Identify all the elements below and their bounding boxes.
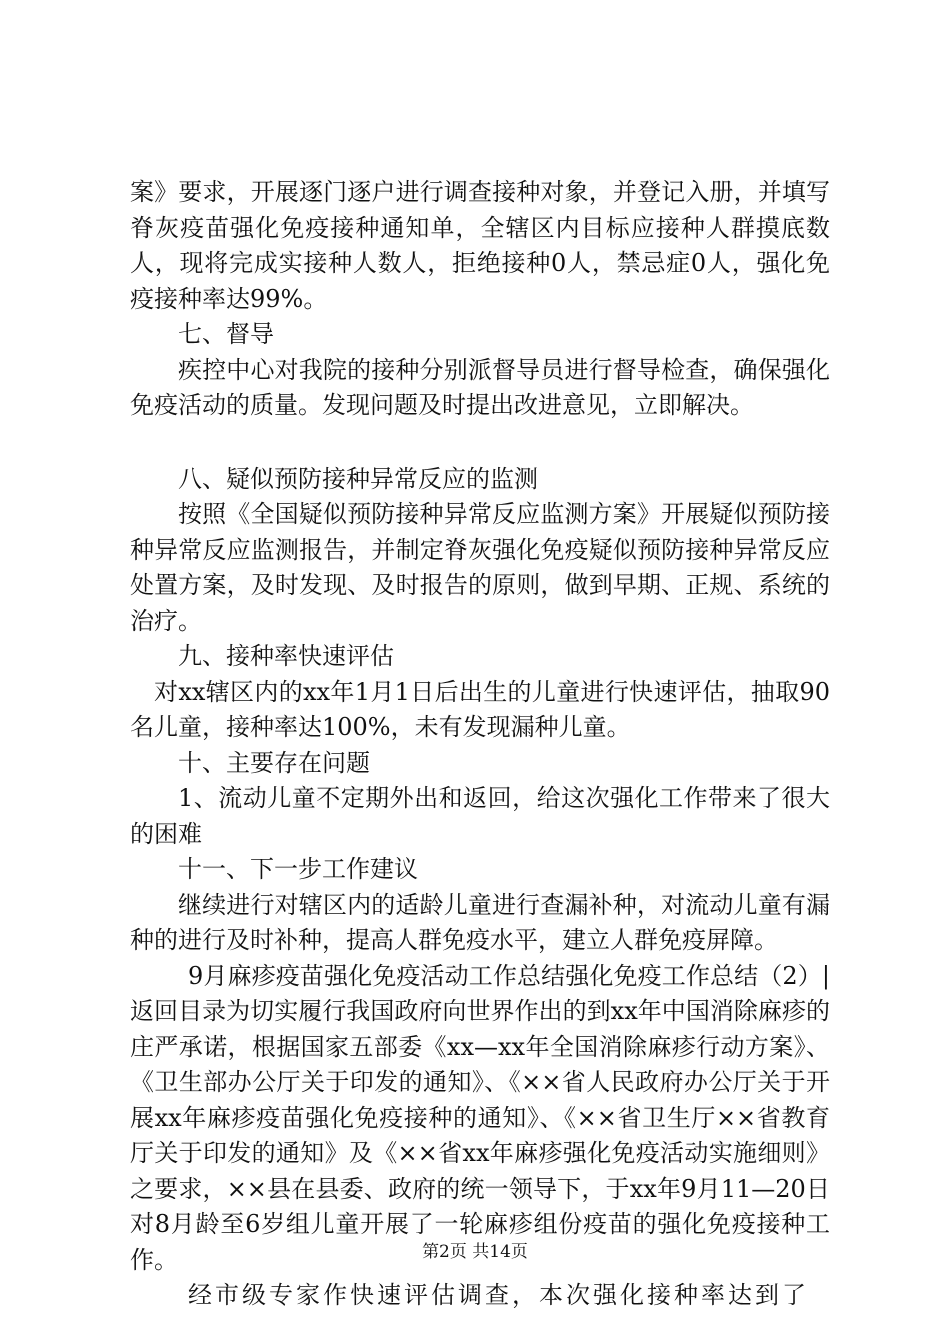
paragraph-intro-continuation: 案》要求，开展逐门逐户进行调查接种对象，并登记入册，并填写脊灰疫苗强化免疫接种通知单，全辖区内目标应接种人群摸底数人，现将完成实接种人数人，拒绝接种0人，禁忌症0人，强化免疫接种率达99%。 (130, 178, 830, 313)
paragraph-gap (130, 424, 830, 462)
paragraph-expert-assessment: 经市级专家作快速评估调查，本次强化接种率达到了 (188, 1281, 809, 1309)
paragraph-next-steps: 继续进行对辖区内的适龄儿童进行查漏补种，对流动儿童有漏种的进行及时补种，提高人群免疫水平，建立人群免疫屏障。 (130, 890, 830, 954)
heading-next-steps: 十一、下一步工作建议 (178, 855, 418, 883)
heading-supervision: 七、督导 (178, 320, 274, 348)
heading-adverse-reaction: 八、疑似预防接种异常反应的监测 (178, 464, 538, 493)
paragraph-measles-summary: 9月麻疹疫苗强化免疫活动工作总结强化免疫工作总结（2）|返回目录为切实履行我国政府向世界作出的到xx年中国消除麻疹的庄严承诺，根据国家五部委《xx—xx年全国消除麻疹行动方案》、《卫生部办公厅关于印发的通知》、《××省人民政府办公厅关于开展xx年麻疹疫苗强化免疫接种的通知》、《××省卫生厅××省教育厅关于印发的通知》及《××省xx年麻疹强化免疫活动实施细则》之要求，××县在县委、政府的统一领导下，于xx年9月11—20日对8月龄至6岁组儿童开展了一轮麻疹组份疫苗的强化免疫接种工作。 (130, 961, 830, 1274)
heading-main-problems: 十、主要存在问题 (178, 748, 370, 777)
page-number-footer: 第2页 共14页 (422, 1242, 528, 1262)
paragraph-adverse-reaction: 按照《全国疑似预防接种异常反应监测方案》开展疑似预防接种异常反应监测报告，并制定脊灰强化免疫疑似预防接种异常反应处置方案，及时发现、及时报告的原则，做到早期、正规、系统的治疗。 (130, 500, 830, 635)
paragraph-supervision: 疾控中心对我院的接种分别派督导员进行督导检查，确保强化免疫活动的质量。发现问题及时提出改进意见，立即解决。 (130, 355, 830, 419)
paragraph-rapid-assessment: 对xx辖区内的xx年1月1日后出生的儿童进行快速评估，抽取90名儿童，接种率达100%，未有发现漏种儿童。 (130, 677, 830, 741)
paragraph-main-problems: 1、流动儿童不定期外出和返回，给这次强化工作带来了很大的困难 (130, 784, 830, 848)
document-body (130, 175, 830, 1314)
heading-rapid-assessment: 九、接种率快速评估 (178, 642, 394, 670)
